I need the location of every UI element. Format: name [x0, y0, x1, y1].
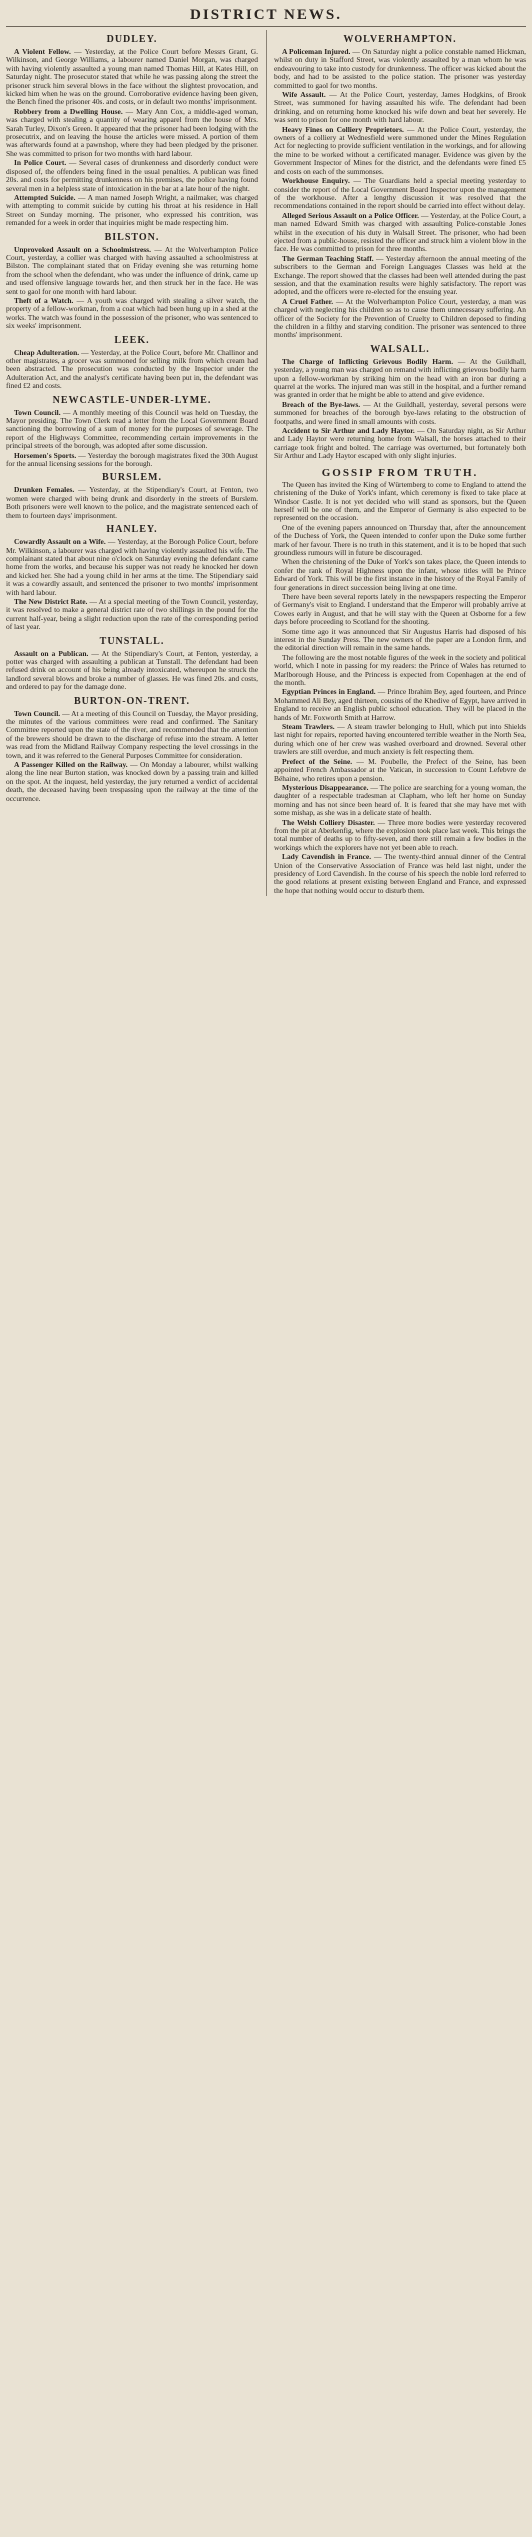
article-headline: Town Council. [14, 708, 61, 718]
article-headline: Heavy Fines on Colliery Proprietors. [282, 124, 404, 134]
section-newcastle: NEWCASTLE-UNDER-LYME. [52, 394, 212, 406]
article-text: Yesterday, at the Police Court, a man named Edward Smith was charged with assaulting Police-constable Jones whilst in the execution of his duty in Walsall Street. The prisoner, who had been ejected from a public-house, resisted the officer and struck him a violent blow in the face. He was committed to prison for three months. [274, 210, 526, 254]
article-paragraph: Egyptian Princes in England. — Prince Ibrahim Bey, aged fourteen, and Prince Mohammed Ali Bey, aged thirteen, cousins of the Khedive of Egypt, have arrived in England to receive an English public school education. They will be placed in the hands of Mr. Foxworth Smith at Harrow. [274, 687, 526, 722]
section-wolverhampton: WOLVERHAMPTON. [343, 34, 457, 45]
article-headline: Breach of the Bye-laws. [282, 399, 361, 409]
article-paragraph: Wife Assault. — At the Police Court, yesterday, James Hodgkins, of Brook Street, was summoned for having assaulted his wife. The defendant had been drinking, and on returning home knocked his wife down and beat her severely. He was sent to prison for one month with hard labour. [274, 90, 527, 125]
article-text: A monthly meeting of this Council was held on Tuesday, the Mayor presiding. The Town Clerk read a letter from the Local Government Board sanctioning the borrowing of a sum of money for the purposes of sewerage. The report of the Highways Committee, recommending certain improvements in the principal streets of the borough, was adopted after some discussion. [6, 407, 258, 451]
article-text: There have been several reports lately in the newspapers respecting the Emperor of Germany's visit to England. I understand that the Emperor will probably arrive at Cowes early in August, and that he will stay with the Queen at Osborne for a few days before proceeding to Scotland for the shooting. [274, 591, 526, 627]
article-text: The Queen has invited the King of Würtemberg to come to England to attend the christening of the Duke of York's infant, which ceremony is fixed to take place at Windsor Castle. It is not yet decided who will stand as sponsors, but the Queen herself will be one of them, and the Emperor of Germany is also expected to be represented on the occasion. [274, 479, 526, 523]
article-paragraph: Alleged Serious Assault on a Police Officer. — Yesterday, at the Police Court, a man named Edward Smith was charged with assaulting Police-constable Jones whilst in the execution of his duty in Walsall Street. The prisoner, who had been ejected from a public-house, resisted the officer and struck him a violent blow in the face. He was committed to prison for three months. [274, 210, 526, 254]
article-text: Mary Ann Cox, a middle-aged woman, was charged with stealing a quantity of wearing apparel from the house of Mrs. Sarah Turley, Dixon's Green. It appeared that the prisoner had been lodging with the prosecutrix, and on leaving the house the articles were missed. A portion of them was afterwards found at a pawnshop, where they had been pledged by the prisoner. She was committed to prison for two months with hard labour. [6, 106, 258, 158]
section-bilston: BILSTON. [104, 231, 160, 243]
section-walsall: WALSALL. [370, 343, 430, 355]
article-paragraph [274, 628, 526, 653]
article-headline: Town Council. [14, 407, 61, 417]
article-text: At the Wolverhampton Police Court, yesterday, a man was charged with neglecting his children so as to cause them unnecessary suffering. An officer of the Society for the Prevention of Cruelty to Children deposed to finding the children in a filthy and starving condition. The prisoner was sentenced to three months' imprisonment. [274, 296, 526, 340]
article-headline: Alleged Serious Assault on a Police Officer. [282, 210, 420, 220]
article-paragraph [274, 481, 526, 523]
article-paragraph: A Violent Fellow. — Yesterday, at the Police Court before Messrs Grant, G. Wilkinson, and George Williams, a labourer named Daniel Morgan, was charged with having violently assaulted a young man named Thomas Hill, at Kates Hill, on Saturday night. The prosecutor stated that while he was passing along the street the prisoner struck him several blows in the face without the slightest provocation, and kicked him when he was on the ground. Corroborative evidence having been given, the Bench fined the prisoner 40s. and costs, or in default two months' imprisonment. [6, 47, 259, 107]
article-headline: Steam Trawlers. [282, 722, 335, 732]
article-paragraph: Robbery from a Dwelling House. — Mary Ann Cox, a middle-aged woman, was charged with stealing a quantity of wearing apparel from the house of Mrs. Sarah Turley, Dixon's Green. It appeared that the prisoner had been lodging with the prosecutrix, and on leaving the house the articles were missed. A portion of them was afterwards found at a pawnshop, where they had been pledged by the prisoner. She was committed to prison for two months with hard labour. [6, 106, 258, 158]
article-text: Some time ago it was announced that Sir Augustus Harris had disposed of his interest in the Sunday Press. The new owners of the paper are a London firm, and the editorial direction will remain in the same hands. [274, 626, 526, 653]
article-paragraph [274, 593, 526, 627]
article-headline: Wife Assault. [282, 90, 326, 100]
title-rule [6, 26, 526, 27]
article-headline: A Passenger Killed on the Railway. [14, 760, 128, 770]
article-paragraph: Lady Cavendish in France. — The twenty-third annual dinner of the Central Union of the Conservative Association of France was held last night, under the presidency of Lord Cavendish. In the course of his speech the noble lord referred to the good relations at present existing between England and France, and expressed the hope that nothing would occur to disturb them. [274, 852, 526, 895]
article-text: At a special meeting of the Town Council, yesterday, it was resolved to make a general district rate of two shillings in the pound for the current half-year, being a slight reduction upon the rate of the corresponding period of last year. [6, 596, 259, 632]
article-headline: Egyptian Princes in England. [282, 687, 376, 697]
article-headline: A Cruel Father. [282, 296, 334, 306]
article-headline: Drunken Females. [14, 485, 75, 495]
article-headline: Cowardly Assault on a Wife. [14, 537, 106, 547]
section-dudley: DUDLEY. [106, 34, 158, 45]
article-paragraph: A Policeman Injured. — On Saturday night a police constable named Hickman, whilst on duty in Stafford Street, was violently assaulted by a man whom he was endeavouring to take into custody for drunkenness. The officer was kicked about the body, and had to be assisted to the police station. The prisoner was yesterday committed to gaol for two months. [274, 47, 526, 90]
article-paragraph: The New District Rate. — At a special meeting of the Town Council, yesterday, it was resolved to make a general district rate of two shillings in the pound for the current half-year, being a slight reduction upon the rate of the corresponding period of last year. [6, 596, 259, 632]
article-headline: Mysterious Disappearance. [282, 782, 369, 792]
article-headline: Accident to Sir Arthur and Lady Haytor. [282, 426, 415, 436]
right-column [266, 30, 526, 896]
article-text: A youth was charged with stealing a silver watch, the property of a fellow-workman, from a coat which had been hung up in a shed at the works. The watch was found in the possession of the prisoner, who was sentenced to six weeks' imprisonment. [6, 295, 259, 331]
article-headline: A Violent Fellow. [14, 47, 71, 56]
left-column [6, 30, 258, 804]
article-paragraph: Heavy Fines on Colliery Proprietors. — At the Police Court, yesterday, the owners of a colliery at Wednesfield were summoned under the Mines Regulation Act for neglecting to provide sufficient ventilation in the workings, and for allowing the mine to be worked without a certificated manager. Evidence was given by the Government Inspector of Mines for the district, and the defendants were fined £5 and costs on each of the summonses. [274, 124, 526, 176]
article-paragraph [274, 524, 526, 558]
article-paragraph: Cowardly Assault on a Wife. — Yesterday, at the Borough Police Court, before Mr. Wilkinson, a labourer was charged with having violently assaulted his wife. The complainant stated that about nine o'clock on Saturday evening the defendant came home from the works, and because his supper was not ready he knocked her down and kicked her. She had a young child in her arms at the time. The Stipendiary said it was a cowardly assault, and sentenced the prisoner to two months' imprisonment with hard labour. [6, 537, 258, 597]
article-headline: The New District Rate. [14, 596, 88, 606]
section-tunstall: TUNSTALL. [99, 635, 165, 647]
article-headline: Unprovoked Assault on a Schoolmistress. [14, 244, 151, 254]
section-hanley: HANLEY. [106, 524, 158, 536]
article-text: Yesterday the borough magistrates fixed the 30th August for the annual licensing sessions for the borough. [6, 450, 258, 469]
article-paragraph: Attempted Suicide. — A man named Joseph Wright, a nailmaker, was charged with attempting to commit suicide by cutting his throat at his residence in Hall Street on Sunday morning. The prisoner, who expressed his contrition, was remanded for a week in order that inquiries might be made respecting him. [6, 192, 258, 228]
article-text: At the Police Court, yesterday, the owners of a colliery at Wednesfield were summoned under the Mines Regulation Act for neglecting to provide sufficient ventilation in the workings, and for allowing the mine to be worked without a certificated manager. Evidence was given by the Government Inspector of Mines for the district, and the defendants were fined £5 and costs on each of the summonses. [274, 124, 526, 176]
article-text: A steam trawler belonging to Hull, which put into Shields last night for repairs, reported having encountered terrible weather in the North Sea, during which one of her crew was washed overboard and drowned. Several other trawlers are still overdue, and much anxiety is felt respecting them. [274, 722, 527, 757]
article-text: The police are searching for a young woman, the daughter of a respectable tradesman at Clapham, who left her home on Sunday morning and has not since been heard of. It is feared that she may have met with some mishap, as she was in a delicate state of health. [274, 782, 526, 818]
article-paragraph: A Cruel Father. — At the Wolverhampton Police Court, yesterday, a man was charged with neglecting his children so as to cause them unnecessary suffering. An officer of the Society for the Prevention of Cruelty to Children deposed to finding the children in a filthy and starving condition. The prisoner was sentenced to three months' imprisonment. [274, 296, 526, 340]
article-text: The Guardians held a special meeting yesterday to consider the report of the Local Government Board Inspector upon the management of the workhouse. After a lengthy discussion it was resolved that the recommendations contained in the report should be carried into effect without delay. [274, 176, 526, 211]
article-text: Yesterday, at the Police Court, before Mr. Challinor and other magistrates, a grocer was summoned for selling milk from which cream had been abstracted. The prosecution was conducted by the Inspector under the Adulteration Act, and the analyst's certificate having been put in, the defendant was fined £2 and costs. [6, 347, 258, 391]
article-headline: Prefect of the Seine. [282, 756, 353, 766]
article-text: The following are the most notable figures of the week in the society and political world, which I note in passing for my readers: the Prince of Wales has returned to Marlborough House, and the Princess is expected from Copenhagen at the end of the month. [274, 652, 526, 688]
article-paragraph: Town Council. — At a meeting of this Council on Tuesday, the Mayor presiding, the minutes of the various committees were read and confirmed. The Sanitary Committee reported upon the state of the river, and recommended that the attention of the brewers should be drawn to the discharge of refuse into the stream. A letter was read from the Midland Railway Company respecting the level crossings in the town, and it was referred to the General Purposes Committee for consideration. [6, 708, 258, 760]
article-text: At the Guildhall, yesterday, a young man was charged on remand with inflicting grievous bodily harm upon a fellow-workman by striking him on the head with an iron bar during a quarrel at the works. The injured man was still in the hospital, and a further remand was granted in order that he might be able to attend and give evidence. [274, 356, 526, 400]
section-leek: LEEK. [114, 334, 150, 346]
article-paragraph: Steam Trawlers. — A steam trawler belonging to Hull, which put into Shields last night for repairs, reported having encountered terrible weather in the North Sea, during which one of her crew was washed overboard and drowned. Several other trawlers are still overdue, and much anxiety is felt respecting them. [274, 722, 527, 757]
article-paragraph: Cheap Adulteration. — Yesterday, at the Police Court, before Mr. Challinor and other magistrates, a grocer was summoned for selling milk from which cream had been abstracted. The prosecution was conducted by the Inspector under the Adulteration Act, and the analyst's certificate having been put in, the defendant was fined £2 and costs. [6, 347, 258, 391]
article-headline: In Police Court. [14, 158, 67, 168]
article-text: Yesterday, at the Borough Police Court, before Mr. Wilkinson, a labourer was charged with having violently assaulted his wife. The complainant stated that about nine o'clock on Saturday evening the defendant came home from the works, and because his supper was not ready he knocked her down and kicked her. She had a young child in her arms at the time. The Stipendiary said it was a cowardly assault, and sentenced the prisoner to two months' imprisonment with hard labour. [6, 537, 258, 597]
article-text: Three more bodies were yesterday recovered from the pit at Aberkenfig, where the explosion took place last week. This brings the total number of deaths up to fifty-seven, and there still remain a few bodies in the workings which the explorers have not yet been able to reach. [274, 817, 527, 852]
article-text: The twenty-third annual dinner of the Central Union of the Conservative Association of France was held last night, under the presidency of Lord Cavendish. In the course of his speech the noble lord referred to the good relations at present existing between England and France, and expressed the hope that nothing would occur to disturb them. [274, 852, 526, 895]
article-headline: Assault on a Publican. [14, 648, 89, 658]
article-paragraph: The Welsh Colliery Disaster. — Three more bodies were yesterday recovered from the pit at Aberkenfig, where the explosion took place last week. This brings the total number of deaths up to fifty-seven, and there still remain a few bodies in the workings which the explorers have not yet been able to reach. [274, 817, 527, 852]
article-headline: The Welsh Colliery Disaster. [282, 817, 375, 827]
article-text: Several cases of drunkenness and disorderly conduct were disposed of, the offenders being fined in the usual penalties. A publican was fined 20s. and costs for permitting drunkenness on his premises, the police having found several men in a helpless state of intoxication in the bar at a late hour of the night. [6, 158, 258, 193]
article-text: At the Wolverhampton Police Court, yesterday, a collier was charged with having assaulted a schoolmistress at Bilston. The complainant stated that on Friday evening she was returning home from the school when the defendant, who was under the influence of drink, came up and used offensive language towards her, and then struck her in the face. He was sent to gaol for one month with hard labour. [6, 244, 258, 296]
article-paragraph: Unprovoked Assault on a Schoolmistress. — At the Wolverhampton Police Court, yesterday, a collier was charged with having assaulted a schoolmistress at Bilston. The complainant stated that on Friday evening she was returning home from the school when the defendant, who was under the influence of drink, came up and used offensive language towards her, and then struck her in the face. He was sent to gaol for one month with hard labour. [6, 244, 258, 296]
article-text: Yesterday afternoon the annual meeting of the subscribers to the German and Foreign Languages Classes was held at the Exchange. The report showed that the classes had been well attended during the past session, and that the examination results were highly satisfactory. The report was adopted, and the officers were re-elected for the ensuing year. [274, 253, 526, 297]
article-paragraph: Prefect of the Seine. — M. Poubelle, the Prefect of the Seine, has been appointed French Ambassador at the Vatican, in succession to Count Lefebvre de Béhaine, who retires upon a pension. [274, 756, 527, 783]
article-paragraph: Drunken Females. — Yesterday, at the Stipendiary's Court, at Fenton, two women were charged with being drunk and disorderly in the streets of Burslem. Both prisoners were well known to the police, and the magistrate sentenced each of them to fourteen days' imprisonment. [6, 485, 258, 520]
section-burton: BURTON-ON-TRENT. [73, 695, 191, 707]
article-headline: Lady Cavendish in France. [282, 852, 372, 862]
article-text: M. Poubelle, the Prefect of the Seine, has been appointed French Ambassador at the Vatican, in succession to Count Lefebvre de Béhaine, who retires upon a pension. [274, 756, 527, 783]
article-paragraph: Assault on a Publican. — At the Stipendiary's Court, at Fenton, yesterday, a potter was charged with assaulting a publican at Tunstall. The defendant had been refused drink on account of his being already intoxicated, whereupon he struck the landlord several blows and broke a number of glasses. He was fined 20s. and costs, and ordered to pay for the damage done. [6, 648, 258, 692]
article-headline: Workhouse Enquiry. [282, 176, 350, 186]
article-text: At a meeting of this Council on Tuesday, the Mayor presiding, the minutes of the various committees were read and confirmed. The Sanitary Committee reported upon the state of the river, and recommended that the attention of the brewers should be drawn to the discharge of refuse into the stream. A letter was read from the Midland Railway Company respecting the level crossings in the town, and it was referred to the General Purposes Committee for consideration. [6, 708, 258, 760]
article-text: Prince Ibrahim Bey, aged fourteen, and Prince Mohammed Ali Bey, aged thirteen, cousins of the Khedive of Egypt, have arrived in England to receive an English public school education. They will be placed in the hands of Mr. Foxworth Smith at Harrow. [274, 687, 526, 722]
article-headline: Theft of a Watch. [14, 295, 74, 305]
article-paragraph: The German Teaching Staff. — Yesterday afternoon the annual meeting of the subscribers to the German and Foreign Languages Classes was held at the Exchange. The report showed that the classes had been well attended during the past session, and that the examination results were highly satisfactory. The report was adopted, and the officers were re-elected for the ensuing year. [274, 253, 526, 297]
article-paragraph [274, 654, 526, 688]
article-text: A man named Joseph Wright, a nailmaker, was charged with attempting to commit suicide by cutting his throat at his residence in Hall Street on Sunday morning. The prisoner, who expressed his contrition, was remanded for a week in order that inquiries might be made respecting him. [6, 192, 258, 228]
article-text: At the Stipendiary's Court, at Fenton, yesterday, a potter was charged with assaulting a publican at Tunstall. The defendant had been refused drink on account of his being already intoxicated, whereupon he struck the landlord several blows and broke a number of glasses. He was fined 20s. and costs, and ordered to pay for the damage done. [6, 648, 258, 692]
article-paragraph: Accident to Sir Arthur and Lady Haytor. — On Saturday night, as Sir Arthur and Lady Haytor were returning home from Walsall, the horses attached to their carriage took fright and bolted. The carriage was overturned, but fortunately both Sir Arthur and Lady Haytor escaped with only slight injuries. [274, 426, 527, 461]
article-headline: Robbery from a Dwelling House. [14, 106, 123, 116]
article-paragraph: A Passenger Killed on the Railway. — On Monday a labourer, whilst walking along the line near Burton station, was knocked down by a passing train and killed on the spot. At the inquest, held yesterday, the jury returned a verdict of accidental death, the deceased having been trespassing upon the railway at the time of the occurrence. [6, 760, 259, 803]
columns [6, 30, 526, 896]
article-paragraph: Theft of a Watch. — A youth was charged with stealing a silver watch, the property of a fellow-workman, from a coat which had been hung up in a shed at the works. The watch was found in the possession of the prisoner, who was sentenced to six weeks' imprisonment. [6, 295, 259, 331]
article-paragraph: Breach of the Bye-laws. — At the Guildhall, yesterday, several persons were summoned for breaches of the borough bye-laws relating to the obstruction of footpaths, and were fined in small amounts with costs. [274, 399, 527, 426]
article-headline: A Policeman Injured. [282, 47, 351, 56]
article-text: One of the evening papers announced on Thursday that, after the announcement of the Duchess of York, the Queen intended to confer upon the Duke some further mark of her favour. There is no truth in this statement, and it is to be hoped that such groundless rumours will in future be discouraged. [274, 522, 526, 557]
article-text: At the Guildhall, yesterday, several persons were summoned for breaches of the borough bye-laws relating to the obstruction of footpaths, and were fined in small amounts with costs. [274, 399, 527, 426]
section-burslem: BURSLEM. [102, 472, 162, 484]
article-paragraph: The Charge of Inflicting Grievous Bodily Harm. — At the Guildhall, yesterday, a young man was charged on remand with inflicting grievous bodily harm upon a fellow-workman by striking him on the head with an iron bar during a quarrel at the works. The injured man was still in the hospital, and a further remand was granted in order that he might be able to attend and give evidence. [274, 356, 526, 400]
article-paragraph [274, 558, 526, 592]
article-text: On Monday a labourer, whilst walking along the line near Burton station, was knocked down by a passing train and killed on the spot. At the inquest, held yesterday, the jury returned a verdict of accidental death, the deceased having been trespassing upon the railway at the time of the occurrence. [6, 760, 259, 803]
page-title: DISTRICT NEWS. [190, 7, 342, 23]
article-paragraph: Workhouse Enquiry. — The Guardians held a special meeting yesterday to consider the report of the Local Government Board Inspector upon the management of the workhouse. After a lengthy discussion it was resolved that the recommendations contained in the report should be carried into effect without delay. [274, 176, 526, 211]
article-text: On Saturday night a police constable named Hickman, whilst on duty in Stafford Street, was violently assaulted by a man whom he was endeavouring to take into custody for drunkenness. The officer was kicked about the body, and had to be assisted to the police station. The prisoner was yesterday committed to gaol for two months. [274, 47, 526, 90]
article-headline: Attempted Suicide. [14, 192, 76, 202]
article-text: When the christening of the Duke of York's son takes place, the Queen intends to confer the rank of Royal Highness upon the infant, whose titles will be Prince Edward of York. This will be the first instance in the history of the Royal Family of four generations in direct succession being living at one time. [274, 557, 526, 592]
article-paragraph: Horsemen's Sports. — Yesterday the borough magistrates fixed the 30th August for the annual licensing sessions for the borough. [6, 450, 258, 469]
article-paragraph: Town Council. — A monthly meeting of this Council was held on Tuesday, the Mayor presiding. The Town Clerk read a letter from the Local Government Board sanctioning the borrowing of a sum of money for the purposes of sewerage. The report of the Highways Committee, recommending certain improvements in the principal streets of the borough, was adopted after some discussion. [6, 407, 258, 451]
article-headline: Horsemen's Sports. [14, 450, 77, 460]
article-text: Yesterday, at the Stipendiary's Court, at Fenton, two women were charged with being drunk and disorderly in the streets of Burslem. Both prisoners were well known to the police, and the magistrate sentenced each of them to fourteen days' imprisonment. [6, 485, 258, 520]
article-headline: Cheap Adulteration. [14, 347, 80, 357]
article-headline: The German Teaching Staff. [282, 253, 374, 263]
article-text: At the Police Court, yesterday, James Hodgkins, of Brook Street, was summoned for having assaulted his wife. The defendant had been drinking, and on returning home knocked his wife down and beat her severely. He was sent to prison for one month with hard labour. [274, 90, 527, 125]
article-paragraph: In Police Court. — Several cases of drunkenness and disorderly conduct were disposed of, the offenders being fined in the usual penalties. A publican was fined 20s. and costs for permitting drunkenness on his premises, the police having found several men in a helpless state of intoxication in the bar at a late hour of the night. [6, 158, 258, 193]
article-paragraph: Mysterious Disappearance. — The police are searching for a young woman, the daughter of a respectable tradesman at Clapham, who left her home on Sunday morning and has not since been heard of. It is feared that she may have met with some mishap, as she was in a delicate state of health. [274, 782, 526, 818]
article-text: Yesterday, at the Police Court before Messrs Grant, G. Wilkinson, and George Williams, a labourer named Daniel Morgan, was charged with having violently assaulted a young man named Thomas Hill, at Kates Hill, on Saturday night. The prosecutor stated that while he was passing along the street the prisoner struck him several blows in the face without the slightest provocation, and kicked him when he was on the ground. Corroborative evidence having been given, the Bench fined the prisoner 40s. and costs, or in default two months' imprisonment. [6, 47, 259, 107]
section-gossip: GOSSIP FROM TRUTH. [321, 466, 479, 479]
article-text: On Saturday night, as Sir Arthur and Lady Haytor were returning home from Walsall, the horses attached to their carriage took fright and bolted. The carriage was overturned, but fortunately both Sir Arthur and Lady Haytor escaped with only slight injuries. [274, 426, 527, 461]
article-headline: The Charge of Inflicting Grievous Bodily Harm. [282, 356, 454, 366]
